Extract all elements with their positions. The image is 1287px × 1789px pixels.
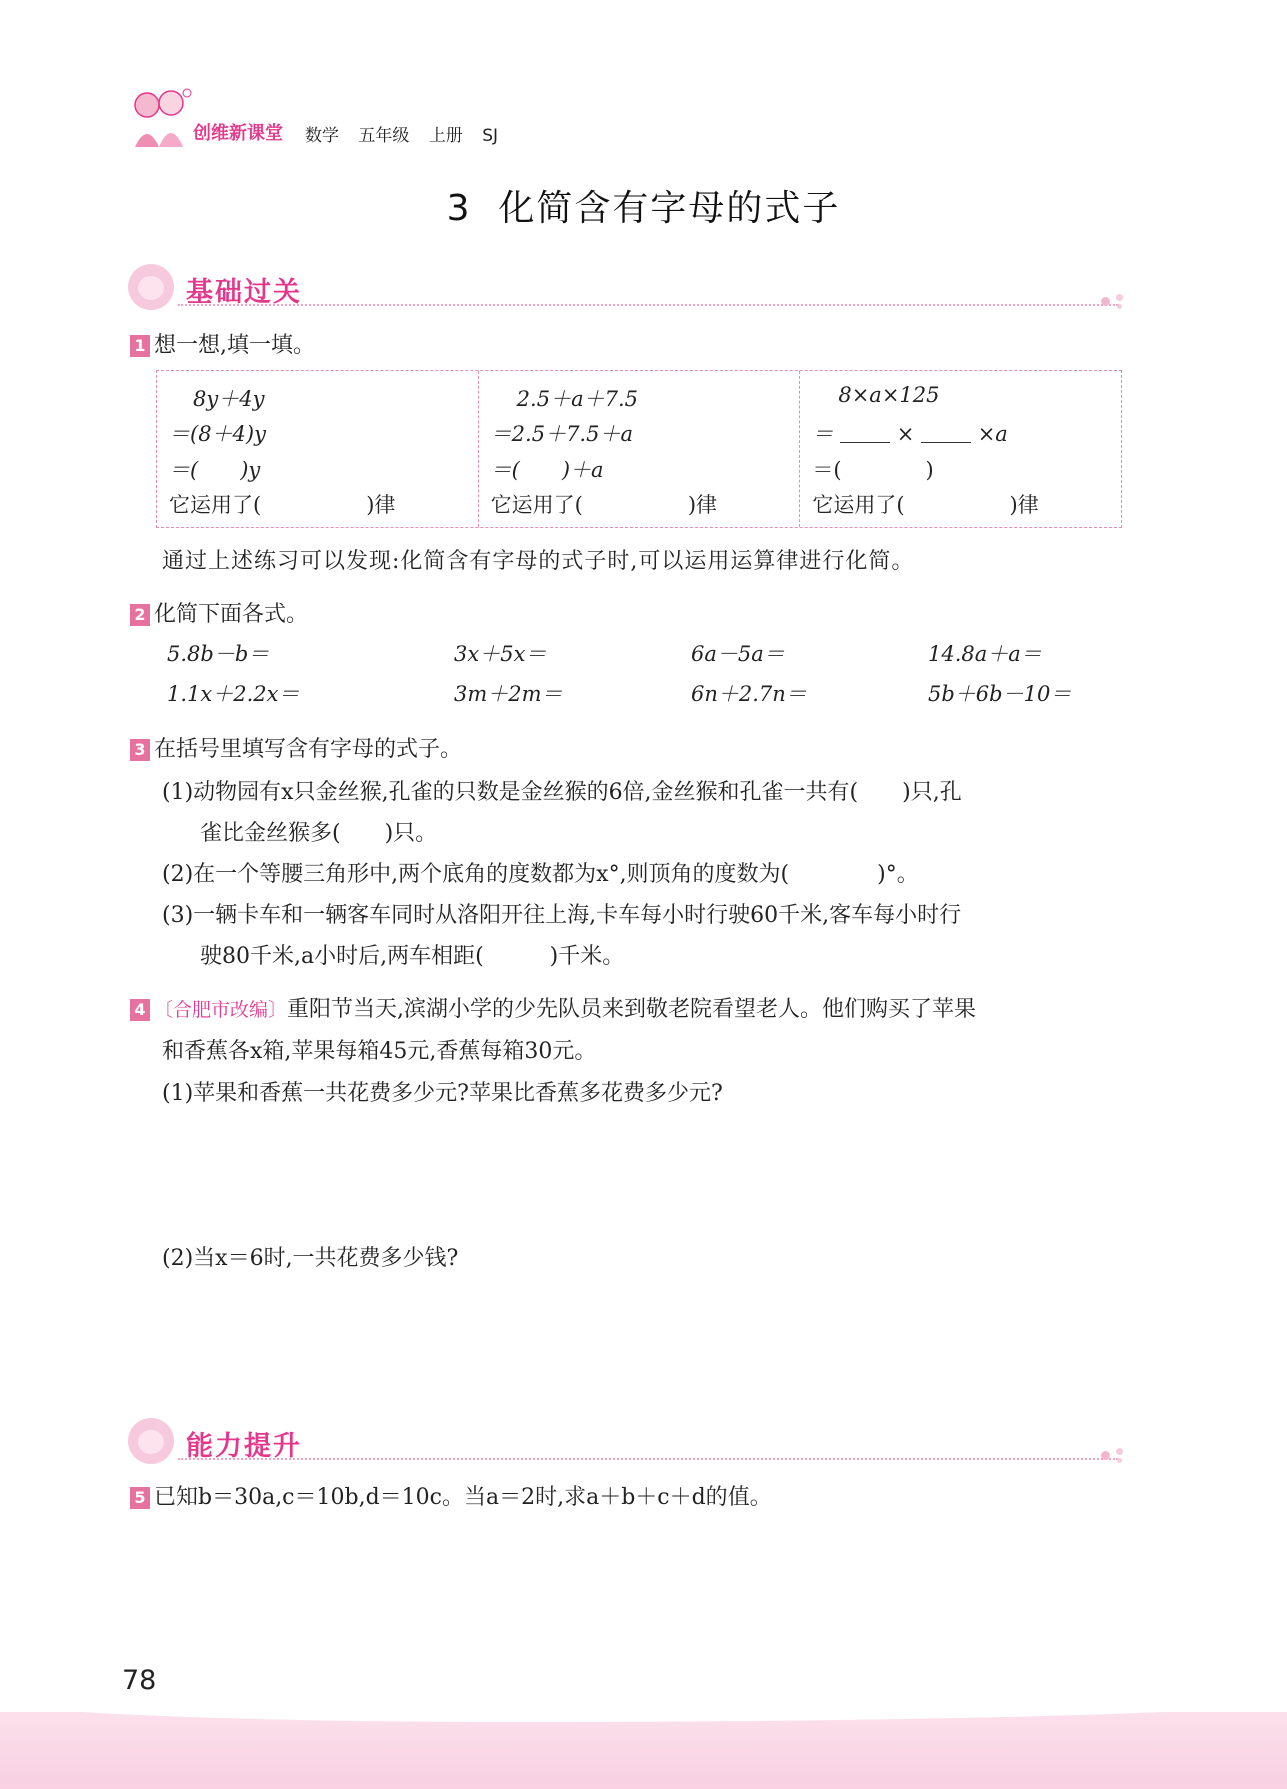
q3-prompt: 3 在括号里填写含有字母的式子。 — [130, 732, 462, 763]
grade-label: 五年级 — [358, 126, 410, 146]
q1-c2-line: ＝( )＋a — [490, 458, 604, 482]
q5-text: 5 已知b＝30a,c＝10b,d＝10c。当a＝2时,求a＋b＋c＋d的值。 — [130, 1480, 772, 1511]
q1-c1-line: ＝(8＋4)y — [169, 422, 266, 446]
q1-c2-line: 它运用了( )律 — [490, 493, 718, 517]
brand-name: 创维新课堂 — [193, 123, 283, 144]
q1-c2-line: ＝2.5＋7.5＋a — [490, 422, 633, 446]
section-divider — [178, 304, 1118, 306]
lesson-title: 3 化简含有字母的式子 — [446, 188, 841, 229]
edition-label: SJ — [482, 126, 499, 146]
section-divider — [178, 1458, 1118, 1460]
question-number: 2 — [130, 604, 150, 626]
q4-intro: 4 〔合肥市改编〕重阳节当天,滨湖小学的少先队员来到敬老院看望老人。他们购买了苹果 — [130, 992, 976, 1023]
footer-band — [0, 1712, 1287, 1789]
question-number: 1 — [130, 335, 150, 357]
q4-intro-cont: 和香蕉各x箱,苹果每箱45元,香蕉每箱30元。 — [162, 1039, 597, 1064]
q3-part3: (3)一辆卡车和一辆客车同时从洛阳开往上海,卡车每小时行驶60千米,客车每小时行 — [162, 903, 962, 928]
q1-c3-line: 8×a×125 — [838, 383, 940, 407]
q1-column-1 — [157, 371, 478, 527]
q1-conclusion: 通过上述练习可以发现:化简含有字母的式子时,可以运用运算律进行化简。 — [162, 549, 915, 574]
q1-column-2 — [478, 371, 800, 527]
volume-label: 上册 — [428, 126, 463, 146]
q2-item: 5b＋6b－10＝ — [928, 682, 1072, 706]
kids-logo-icon — [125, 85, 203, 155]
q2-item: 3m＋2m＝ — [454, 682, 563, 706]
fill-blank[interactable] — [840, 424, 890, 443]
section-title: 能力提升 — [186, 1431, 302, 1462]
q2-item: 6n＋2.7n＝ — [691, 682, 807, 706]
section-badge-icon — [128, 1418, 174, 1464]
q2-item: 6a－5a＝ — [691, 642, 785, 666]
q1-prompt: 1 想一想,填一填。 — [130, 328, 315, 359]
fill-blank[interactable] — [921, 424, 971, 443]
q4-sub1: (1)苹果和香蕉一共花费多少元?苹果比香蕉多花费多少元? — [162, 1081, 723, 1106]
q1-c3-line: ＝ × ×a — [812, 422, 1008, 446]
q1-c1-line: ＝( )y — [169, 458, 261, 482]
q3-part3-cont: 驶80千米,a小时后,两车相距( )千米。 — [200, 944, 625, 969]
q1-c1-line: 8y＋4y — [193, 387, 265, 411]
q1-c2-line: 2.5＋a＋7.5 — [516, 387, 638, 411]
section-title: 基础过关 — [186, 277, 302, 308]
q2-prompt: 2 化简下面各式。 — [130, 597, 308, 628]
q1-c3-line: 它运用了( )律 — [812, 493, 1039, 517]
q3-part2: (2)在一个等腰三角形中,两个底角的度数都为x°,则顶角的度数为( )°。 — [162, 862, 919, 887]
q3-part1-cont: 雀比金丝猴多( )只。 — [200, 821, 438, 846]
page-number: 78 — [122, 1665, 157, 1696]
question-number: 5 — [130, 1487, 150, 1509]
q2-item: 3x＋5x＝ — [454, 642, 547, 666]
question-number: 4 — [130, 999, 150, 1021]
section-advanced — [128, 1418, 1128, 1466]
subject-label: 数学 — [305, 126, 339, 146]
section-badge-icon — [128, 264, 174, 310]
question-number: 3 — [130, 739, 150, 761]
section-basic — [128, 264, 1128, 312]
q2-item: 1.1x＋2.2x＝ — [167, 682, 300, 706]
q1-c1-line: 它运用了( )律 — [169, 493, 396, 517]
q4-sub2: (2)当x＝6时,一共花费多少钱? — [162, 1246, 459, 1271]
q2-item: 14.8a＋a＝ — [928, 642, 1042, 666]
q1-c3-line: ＝( ) — [812, 458, 934, 482]
book-info — [305, 121, 506, 146]
q3-part1: (1)动物园有x只金丝猴,孔雀的只数是金丝猴的6倍,金丝猴和孔雀一共有( )只,孔 — [162, 780, 962, 805]
page-header — [125, 85, 625, 155]
q1-table — [156, 370, 1122, 528]
q4-source: 〔合肥市改编〕 — [154, 999, 288, 1021]
q2-item: 5.8b－b＝ — [167, 642, 270, 666]
q1-column-3 — [799, 371, 1121, 527]
